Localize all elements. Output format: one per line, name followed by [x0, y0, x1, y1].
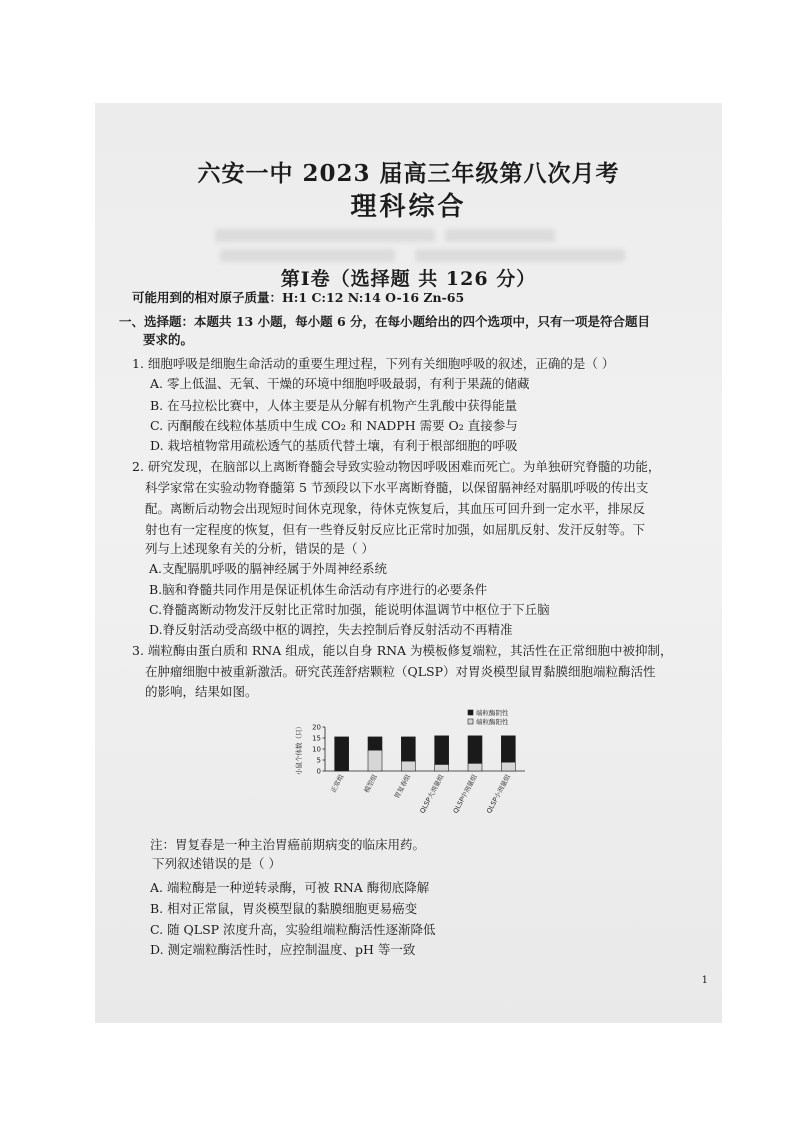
x-tick-label: QLSP小剂量组: [484, 773, 513, 815]
bar-segment: [501, 762, 515, 771]
question-1-option-d: D. 栽培植物常用疏松透气的基质代替土壤，有利于根部细胞的呼吸: [150, 438, 518, 453]
x-tick-label: 正常组: [329, 773, 346, 795]
question-1-option-b: B. 在马拉松比赛中，人体主要是从分解有机物产生乳酸中获得能量: [150, 398, 518, 413]
bar-segment: [435, 764, 449, 771]
question-1-stem: 1. 细胞呼吸是细胞生命活动的重要生理过程，下列有关细胞呼吸的叙述，正确的是（ ）: [132, 356, 615, 371]
bar-segment: [468, 736, 482, 764]
exam-title: 六安一中 2023 届高三年级第八次月考: [197, 160, 620, 187]
question-2-stem: 配。离断后动物会出现短时间休克现象，待休克恢复后，其血压可回升到一定水平，排尿反: [145, 501, 646, 516]
question-3-option-c: C. 随 QLSP 浓度升高，实验组端粒酶活性逐渐降低: [150, 922, 436, 937]
question-2-option-c: C.脊髓离断动物发汗反射比正常时加强，能说明体温调节中枢位于下丘脑: [149, 602, 550, 617]
instruction-line: 一、选择题：本题共 13 小题，每小题 6 分，在每小题给出的四个选项中，只有一项是符合题目: [119, 314, 651, 329]
y-tick-label: 5: [316, 756, 321, 765]
question-2-stem: 科学家常在实验动物脊髓第 5 节颈段以下水平离断脊髓，以保留膈神经对膈肌呼吸的传出支: [145, 480, 649, 495]
question-3-note: 注：胃复春是一种主治胃癌前期病变的临床用药。: [150, 837, 426, 852]
subject-title: 理科综合: [350, 192, 467, 222]
x-tick-label: 胃复春组: [392, 773, 413, 800]
page-number: 1: [701, 975, 708, 986]
bar-segment: [435, 736, 449, 765]
question-3-option-d: D. 测定端粒酶活性时，应控制温度、pH 等一致: [150, 942, 416, 957]
bar-segment: [468, 763, 482, 771]
bar-segment: [401, 761, 415, 771]
bar-segment: [401, 737, 415, 761]
y-axis-label: 小鼠个体数（只）: [295, 723, 303, 775]
legend-label: 端粒酶阳性: [476, 718, 509, 726]
question-3-ask: 下列叙述错误的是（ ）: [152, 856, 281, 871]
y-tick-label: 10: [312, 745, 321, 754]
y-tick-label: 15: [312, 734, 321, 743]
bar-segment: [335, 737, 349, 771]
question-3-option-a: A. 端粒酶是一种逆转录酶，可被 RNA 酶彻底降解: [150, 880, 430, 895]
question-3-stem: 3. 端粒酶由蛋白质和 RNA 组成，能以自身 RNA 为模板修复端粒，其活性在正常细胞中被抑制，: [132, 643, 673, 658]
question-2-option-b: B.脑和脊髓共同作用是保证机体生命活动有序进行的必要条件: [149, 582, 488, 597]
x-tick-label: QLSP中剂量组: [451, 773, 479, 815]
question-3-option-b: B. 相对正常鼠，胃炎模型鼠的黏膜细胞更易癌变: [150, 901, 418, 916]
question-3-stem: 在肿瘤细胞中被重新激活。研究芪莲舒痞颗粒（QLSP）对胃炎模型鼠胃黏膜细胞端粒酶活性: [145, 664, 656, 679]
bar-segment: [368, 737, 382, 750]
x-tick-label: 模型组: [362, 773, 379, 795]
legend-swatch: [468, 719, 473, 724]
bar-segment: [368, 750, 382, 771]
bar-segment: [501, 736, 515, 762]
atomic-masses: 可能用到的相对原子质量：H:1 C:12 N:14 O-16 Zn-65: [132, 290, 465, 305]
question-2-option-d: D.脊反射活动受高级中枢的调控，失去控制后脊反射活动不再精准: [149, 622, 513, 637]
question-2-stem: 列与上述现象有关的分析，错误的是（ ）: [145, 541, 374, 556]
exam-paper: [95, 103, 722, 1023]
legend-swatch: [468, 710, 473, 715]
telomerase-chart: [293, 706, 533, 826]
y-tick-label: 0: [316, 767, 321, 776]
question-2-option-a: A.支配膈肌呼吸的膈神经属于外周神经系统: [149, 561, 388, 576]
y-tick-label: 20: [312, 723, 321, 732]
x-tick-label: QLSP大剂量组: [418, 773, 446, 815]
question-1-option-c: C. 丙酮酸在线粒体基质中生成 CO₂ 和 NADPH 需要 O₂ 直接参与: [150, 418, 518, 433]
question-2-stem: 射也有一定程度的恢复，但有一些脊反射反应比正常时加强，如屈肌反射、发汗反射等。下: [145, 522, 646, 537]
legend-label: 端粒酶阴性: [476, 709, 509, 717]
question-3-stem: 的影响，结果如图。: [145, 684, 258, 699]
section-title: 第Ⅰ卷（选择题 共 126 分）: [280, 268, 537, 290]
question-2-stem: 2. 研究发现，在脑部以上离断脊髓会导致实验动物因呼吸困难而死亡。为单独研究脊髓的功能，: [132, 459, 661, 474]
instruction-line: 要求的。: [143, 332, 194, 347]
question-1-option-a: A. 零上低温、无氧、干燥的环境中细胞呼吸最弱，有利于果蔬的储藏: [150, 376, 530, 391]
